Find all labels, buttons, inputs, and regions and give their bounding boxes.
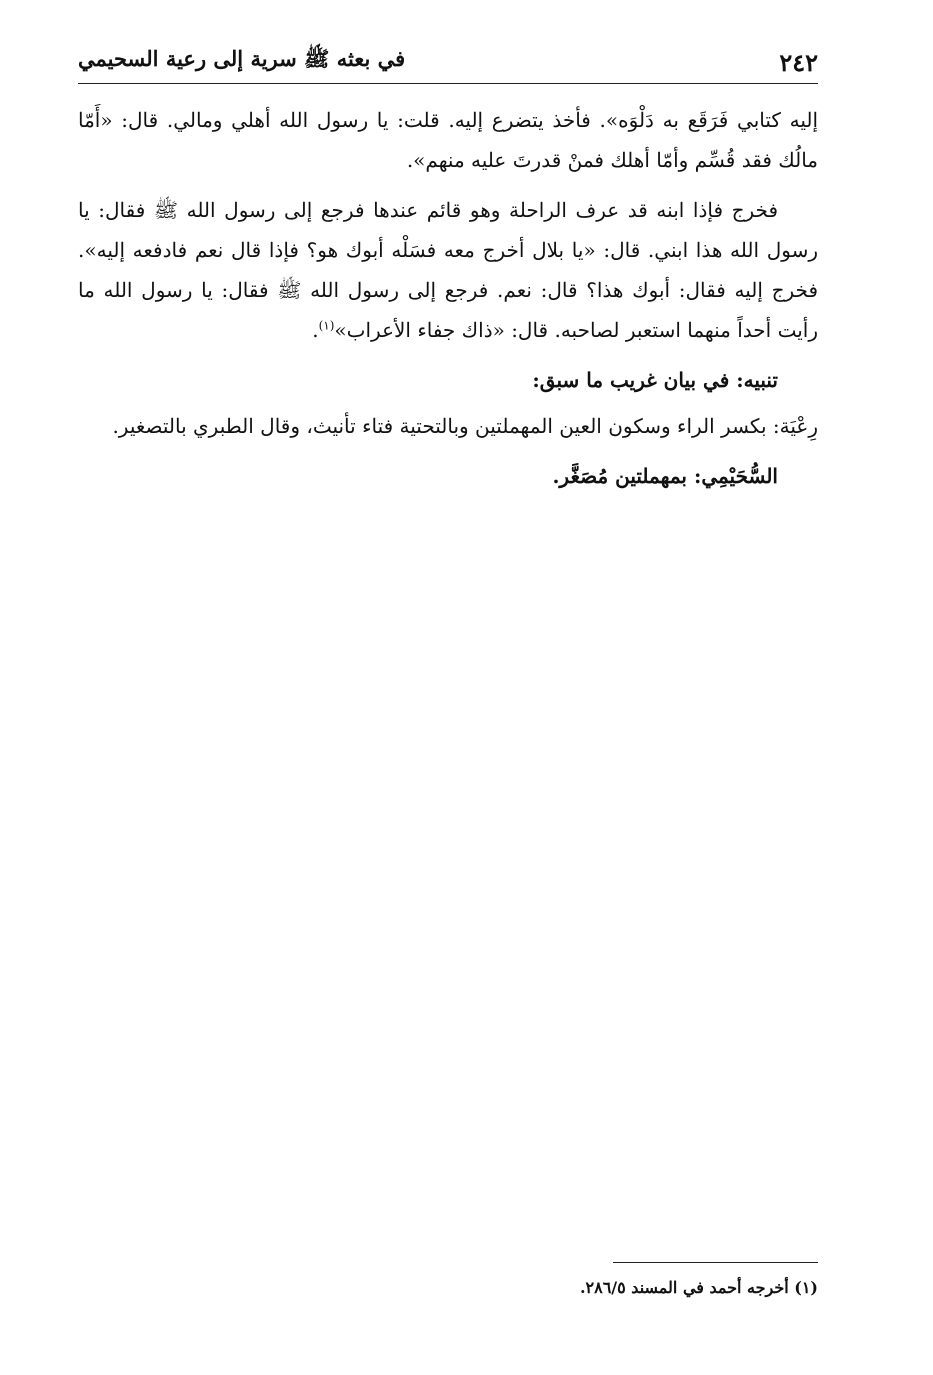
page-body <box>78 100 818 506</box>
gloss-term-1: رِعْيَة: <box>772 414 818 438</box>
gloss-entry-1 <box>78 406 818 446</box>
gloss-term-2: السُّحَيْمِي: <box>693 464 778 488</box>
paragraph-2 <box>78 190 818 350</box>
footnote-reference: (١) <box>318 318 335 333</box>
footnote-divider <box>613 1262 818 1263</box>
footnote: (١) أخرجه أحمد في المسند ٢٨٦/٥. <box>579 1278 818 1297</box>
paragraph-2-end: . <box>312 318 319 342</box>
running-title: في بعثه ﷺ سرية إلى رعية السحيمي <box>78 46 406 71</box>
gloss-definition-1: بكسر الراء وسكون العين المهملتين وبالتحتية فتاء تأنيث، وقال الطبري بالتصغير. <box>112 414 773 438</box>
page-number: ٢٤٢ <box>779 48 818 77</box>
gloss-definition-2: بمهملتين مُصَغَّر. <box>552 464 694 488</box>
paragraph-2-text: فخرج فإذا ابنه قد عرف الراحلة وهو قائم عندها فرجع إلى رسول الله ﷺ فقال: يا رسول الله هذا ابني. قال: «يا بلال أخرج معه فسَلْه أبوك هو؟ فإذا قال نعم فادفعه إليه». فخرج إليه فقال: أبوك هذا؟ قال: نعم. فرجع إلى رسول الله ﷺ فقال: يا رسول الله ما رأيت أحداً منهما استعبر لصاحبه. قال: «ذاك جفاء الأعراب» <box>78 198 818 342</box>
section-heading: تنبيه: في بيان غريب ما سبق: <box>532 368 778 392</box>
gloss-entry-2 <box>78 456 818 496</box>
paragraph-1: إليه كتابي فَرَقَع به دَلْوَه». فأخذ يتضرع إليه. قلت: يا رسول الله أهلي ومالي. قال: «أَمّا مالُك فقد قُسِّم وأمّا أهلك فمنْ قدرتَ عليه منهم». <box>78 108 818 172</box>
page-header <box>78 44 818 84</box>
